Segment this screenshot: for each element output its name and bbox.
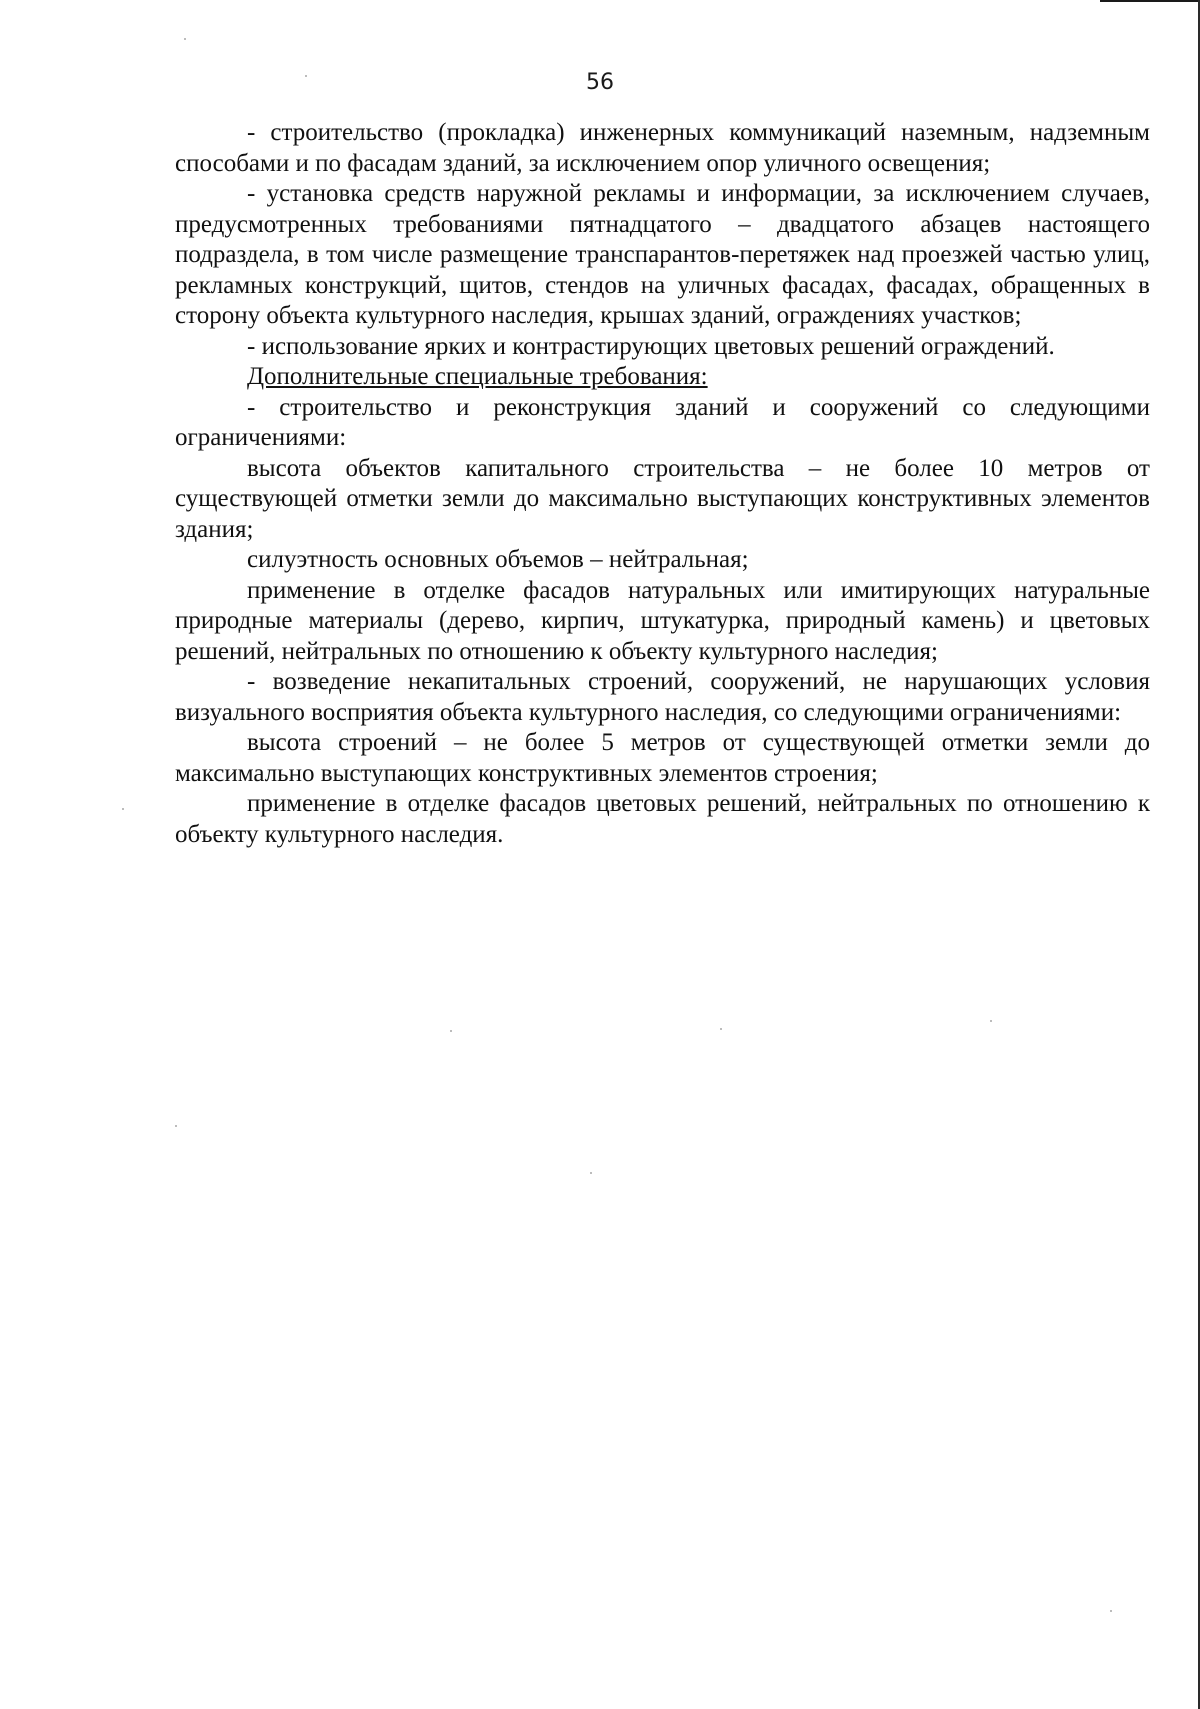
paragraph: - строительство и реконструкция зданий и сооружений со следующими ограничениями:	[175, 393, 1150, 451]
document-body	[175, 118, 1150, 850]
paragraph: высота строений – не более 5 метров от существующей отметки земли до максимально выступающих конструктивных элементов строения;	[175, 729, 1150, 787]
paragraph: силуэтность основных объемов – нейтральная;	[247, 546, 749, 573]
scan-speck	[184, 38, 186, 40]
scan-border-top	[1100, 0, 1200, 2]
paragraph: высота объектов капитального строительства – не более 10 метров от существующей отметки земли до максимально выступающих конструктивных элементов здания;	[175, 454, 1150, 543]
scan-speck	[122, 808, 124, 810]
scan-speck	[450, 1030, 452, 1032]
scan-speck	[720, 1028, 722, 1030]
paragraph: применение в отделке фасадов натуральных или имитирующих натуральные природные материалы (дерево, кирпич, штукатурка, природный камень) и цветовых решений, нейтральных по отношению к объекту культурного наследия;	[175, 576, 1150, 665]
page-number: 56	[586, 70, 614, 95]
scan-speck	[1110, 1610, 1112, 1612]
paragraph: - использование ярких и контрастирующих цветовых решений ограждений.	[247, 332, 1055, 360]
scan-speck	[590, 1172, 592, 1174]
scan-speck	[175, 1125, 177, 1127]
section-heading: Дополнительные специальные требования:	[247, 363, 708, 390]
paragraph: применение в отделке фасадов цветовых решений, нейтральных по отношению к объекту культурного наследия.	[175, 790, 1150, 848]
scan-speck	[990, 1020, 992, 1022]
paragraph: - строительство (прокладка) инженерных коммуникаций наземным, надземным способами и по фасадам зданий, за исключением опор уличного освещения;	[175, 119, 1150, 177]
paragraph: - установка средств наружной рекламы и информации, за исключением случаев, предусмотренных требованиями пятнадцатого – двадцатого абзацев настоящего подраздела, в том числе размещение транспарантов-перетяжек над проезжей частью улиц, рекламных конструкций, щитов, стендов на уличных фасадах, фасадах, обращенных в сторону объекта культурного наследия, крышах зданий, ограждениях участков;	[175, 180, 1150, 329]
paragraph: - возведение некапитальных строений, сооружений, не нарушающих условия визуального восприятия объекта культурного наследия, со следующими ограничениями:	[175, 668, 1150, 726]
